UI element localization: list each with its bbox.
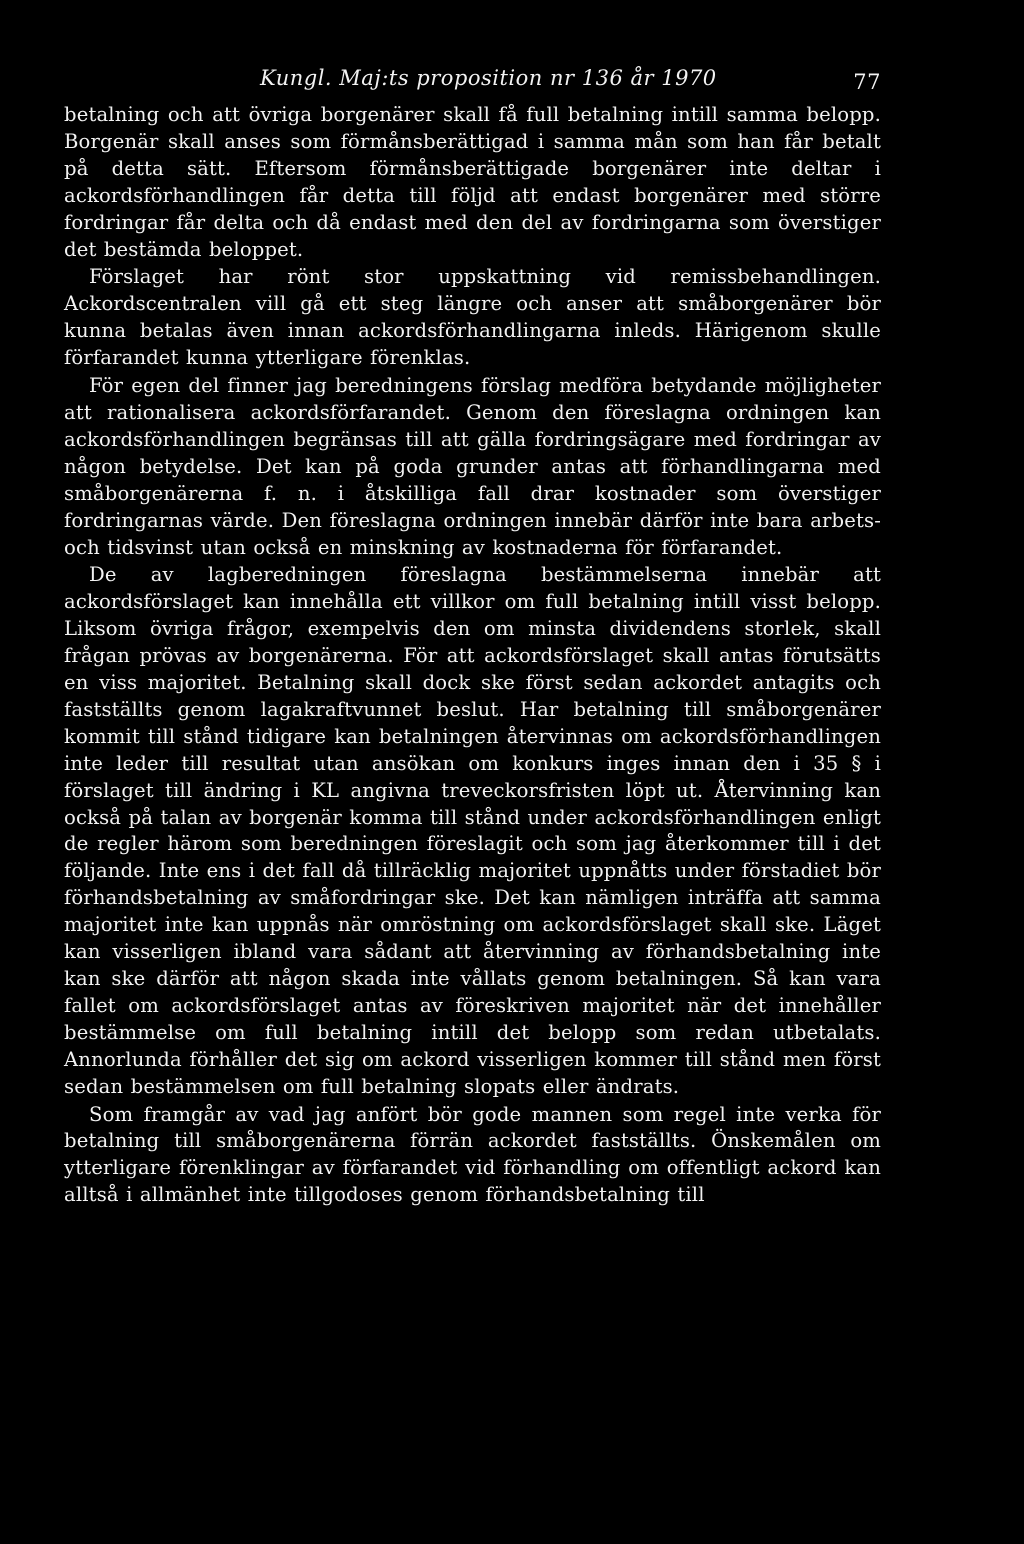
paragraph: Förslaget har rönt stor uppskattning vid remissbehandlingen. Ackordscentralen vill gå ett steg längre och anser att småborgenärer bör kunna betalas även innan ackordsförhandlingarna inleds. Härigenom skulle förfarandet kunna ytterligare förenklas. (64, 265, 881, 370)
running-title: Kungl. Maj:ts proposition nr 136 år 1970 (260, 66, 717, 90)
paragraph: De av lagberedningen föreslagna bestämmelserna innebär att ackordsförslaget kan innehålla ett villkor om full betalning intill visst belopp. Liksom övriga frågor, exempelvis den om minsta dividendens storlek, skall frågan prövas av borgenärerna. För att ackordsförslaget skall antas förutsätts en viss majoritet. Betalning skall dock ske först sedan ackordet antagits och fastställts genom lagakraftvunnet beslut. Har betalning till småborgenärer kommit till stånd tidigare kan betalningen återvinnas om ackordsförhandlingen inte leder till resultat utan ansökan om konkurs inges innan den i 35 § i förslaget till ändring i KL angivna treveckorsfristen löpt ut. Återvinning kan också på talan av borgenär komma till stånd under ackordsförhandlingen enligt de regler härom som beredningen föreslagit och som jag återkommer till i det följande. Inte ens i det fall då tillräcklig majoritet uppnåtts under förstadiet bör förhandsbetalning av småfordringar ske. Det kan nämligen inträffa att samma majoritet inte kan uppnås när omröstning om ackordsförslaget skall ske. Läget kan visserligen ibland vara sådant att återvinning av förhandsbetalning inte kan ske därför att någon skada inte vållats genom betalningen. Så kan vara fallet om ackordsförslaget antas av föreskriven majoritet när det innehåller bestämmelse om full betalning intill det belopp som redan utbetalats. Annorlunda förhåller det sig om ackord visserligen kommer till stånd men först sedan bestämmelsen om full betalning slopats eller ändrats. (64, 563, 881, 1098)
paragraph-continuation: betalning och att övriga borgenärer skall få full betalning intill samma belopp. Borgenär skall anses som förmånsberättigad i samma mån som han får betalt på detta sätt. Eftersom förmånsberättigade borgenärer inte deltar i ackordsförhandlingen får detta till följd att endast borgenärer med större fordringar får delta och då endast med den del av fordringarna som överstiger det bestämda beloppet. (64, 103, 881, 261)
paragraph: Som framgår av vad jag anfört bör gode mannen som regel inte verka för betalning till småborgenärerna förrän ackordet fastställts. Önskemålen om ytterligare förenklingar av förfarandet vid förhandling om offentligt ackord kan alltså i allmänhet inte tillgodoses genom förhandsbetalning till (64, 1102, 881, 1207)
running-header (64, 66, 881, 102)
page-number: 77 (853, 70, 881, 94)
document-page (64, 66, 881, 1209)
paragraph: För egen del finner jag beredningens förslag medföra betydande möjligheter att rationalisera ackordsförfarandet. Genom den föreslagna ordningen kan ackordsförhandlingen begränsas till att gälla fordringsägare med fordringar av någon betydelse. Det kan på goda grunder antas att förhandlingarna med småborgenärerna f. n. i åtskilliga fall drar kostnader som överstiger fordringarnas värde. Den föreslagna ordningen innebär därför inte bara arbets- och tidsvinst utan också en minskning av kostnaderna för förfarandet. (64, 374, 881, 559)
